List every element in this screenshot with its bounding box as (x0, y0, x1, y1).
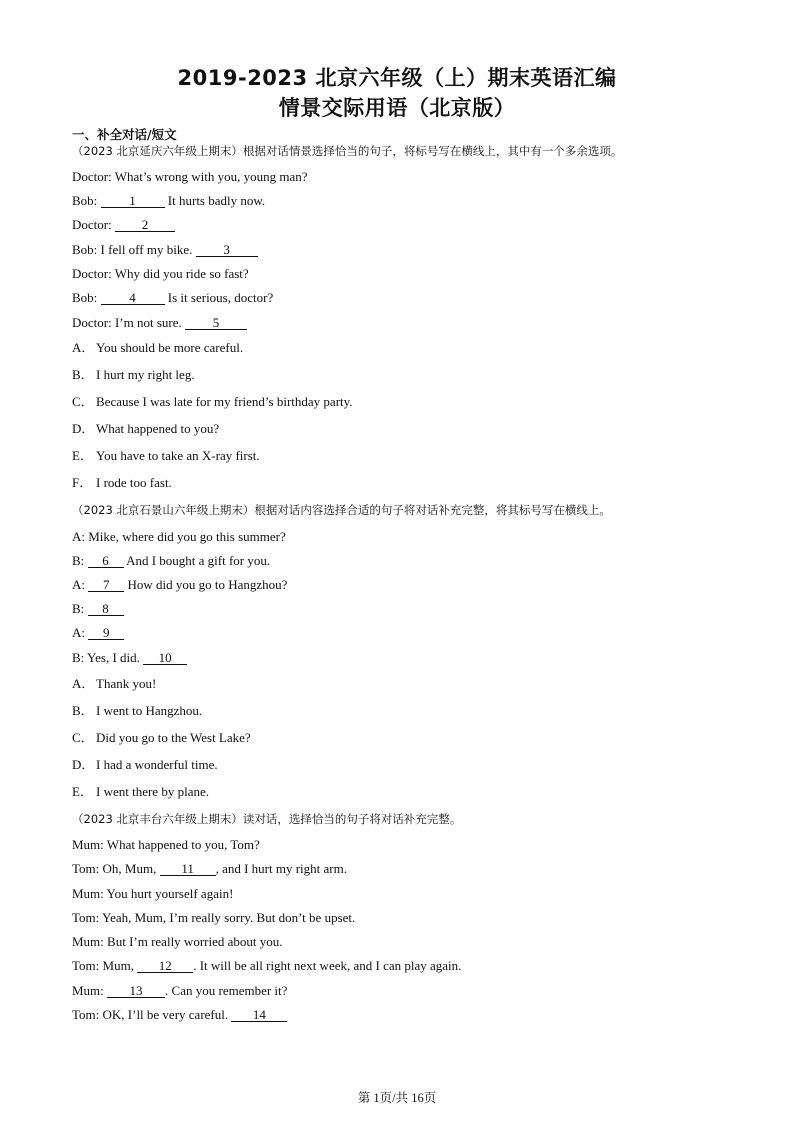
option-e: E． I went there by plane. (72, 784, 209, 799)
dialogue-line: Tom: Oh, Mum, 11 , and I hurt my right arm. (72, 861, 347, 876)
option-d: D． What happened to you? (72, 421, 220, 436)
option-f: F． I rode too fast. (72, 475, 172, 490)
dialogue-line: Doctor: What’s wrong with you, young man? (72, 169, 308, 184)
dialogue-line: B: Yes, I did. 10 (72, 650, 187, 666)
section-heading: 一、补全对话/短文 (72, 127, 177, 142)
answer-blank-5[interactable]: 5 (185, 316, 247, 330)
dialogue-line: B: 8 (72, 601, 124, 617)
answer-blank-1[interactable]: 1 (101, 194, 165, 208)
answer-blank-2[interactable]: 2 (115, 218, 175, 232)
page-number: 第 1页/共 16页 (357, 1091, 437, 1105)
dialogue-line: Doctor: Why did you ride so fast? (72, 266, 249, 281)
q1-source-note: （2023 北京延庆六年级上期末）根据对话情景选择恰当的句子，将标号写在横线上，其中有一个多余选项。 (72, 144, 623, 158)
document-title-line-2: 情景交际用语（北京版） (278, 96, 516, 120)
option-c: C． Did you go to the West Lake? (72, 730, 251, 745)
q3-source-note: （2023 北京丰台六年级上期末）读对话，选择恰当的句子将对话补充完整。 (72, 812, 462, 826)
option-b: B． I hurt my right leg. (72, 367, 195, 382)
dialogue-line: A: 7 How did you go to Hangzhou? (72, 577, 288, 592)
dialogue-line: A: Mike, where did you go this summer? (72, 529, 286, 544)
dialogue-line: B: 6 And I bought a gift for you. (72, 553, 271, 568)
dialogue-line: Bob: 4 Is it serious, doctor? (72, 290, 274, 305)
dialogue-line: Bob: I fell off my bike. 3 (72, 242, 258, 258)
dialogue-line: Doctor: I’m not sure. 5 (72, 315, 247, 331)
answer-blank-9[interactable]: 9 (88, 626, 124, 640)
option-b: B． I went to Hangzhou. (72, 703, 203, 718)
dialogue-line: Tom: OK, I’ll be very careful. 14 (72, 1007, 287, 1023)
answer-blank-12[interactable]: 12 (137, 959, 193, 973)
dialogue-line: Tom: Yeah, Mum, I’m really sorry. But don’t be upset. (72, 910, 356, 925)
dialogue-line: Mum: But I’m really worried about you. (72, 934, 283, 949)
answer-blank-8[interactable]: 8 (88, 602, 124, 616)
answer-blank-13[interactable]: 13 (107, 984, 165, 998)
dialogue-line: Mum: 13 . Can you remember it? (72, 983, 288, 998)
dialogue-line: Mum: You hurt yourself again! (72, 886, 234, 901)
dialogue-line: A: 9 (72, 625, 124, 641)
option-c: C． Because I was late for my friend’s birthday party. (72, 394, 353, 409)
answer-blank-11[interactable]: 11 (160, 862, 216, 876)
answer-blank-10[interactable]: 10 (143, 651, 187, 665)
answer-blank-6[interactable]: 6 (88, 554, 124, 568)
answer-blank-7[interactable]: 7 (88, 578, 124, 592)
dialogue-line: Tom: Mum, 12 . It will be all right next week, and I can play again. (72, 958, 462, 973)
answer-blank-3[interactable]: 3 (196, 243, 258, 257)
answer-blank-4[interactable]: 4 (101, 291, 165, 305)
option-e: E． You have to take an X-ray first. (72, 448, 260, 463)
dialogue-line: Mum: What happened to you, Tom? (72, 837, 260, 852)
option-a: A． Thank you! (72, 676, 157, 691)
answer-blank-14[interactable]: 14 (231, 1008, 287, 1022)
option-a: A． You should be more careful. (72, 340, 244, 355)
q2-source-note: （2023 北京石景山六年级上期末）根据对话内容选择合适的句子将对话补充完整，将其标号写在横线上。 (72, 503, 611, 517)
dialogue-line: Doctor: 2 (72, 217, 175, 233)
document-title-line-1: 2019-2023 北京六年级（上）期末英语汇编 (177, 66, 617, 90)
dialogue-line: Bob: 1 It hurts badly now. (72, 193, 266, 208)
option-d: D． I had a wonderful time. (72, 757, 218, 772)
